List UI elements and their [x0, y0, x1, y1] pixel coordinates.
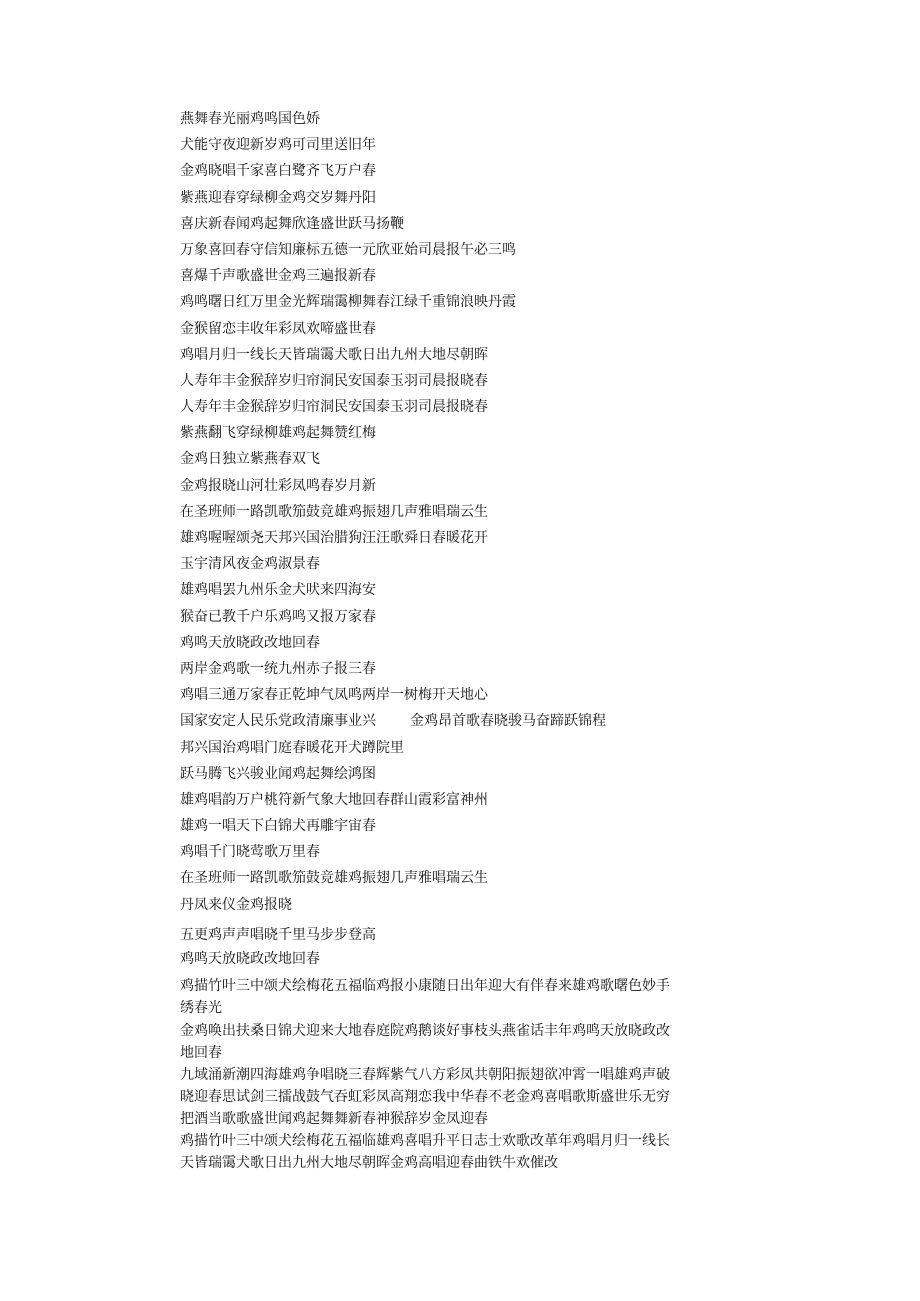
text-line: 在圣班师一路凯歌笳鼓竞雄鸡振翅几声雅唱瑞云生	[180, 503, 488, 520]
split-line-left: 国家安定人民乐党政清廉事业兴	[180, 713, 376, 730]
text-line: 喜庆新春闻鸡起舞欣逢盛世跃马扬鞭	[180, 215, 404, 232]
text-line: 犬能守夜迎新岁鸡可司里送旧年	[180, 137, 376, 154]
text-paragraph: 鸡描竹叶三中颂犬绘梅花五福临雄鸡喜唱升平日志士欢歌改革年鸡唱月归一线长天皆瑞霭犬歌日出九州大地尽朝晖金鸡高唱迎春曲铁牛欢催改	[180, 1133, 670, 1171]
text-line: 金鸡日独立紫燕春双飞	[180, 451, 320, 468]
text-line: 紫燕迎春穿绿柳金鸡交岁舞丹阳	[180, 189, 376, 206]
text-line: 人寿年丰金猴辞岁归帘洞民安国泰玉羽司晨报晓春	[180, 372, 488, 389]
text-paragraph: 九域涌新潮四海雄鸡争唱晓三春辉紫气八方彩凤共朝阳振翅欲冲霄一唱雄鸡声破晓迎春思试剑三擂战鼓气吞虹彩凤高翔恋我中华春不老金鸡喜唱歌斯盛世乐无穷把酒当歌歌盛世闻鸡起舞舞新春神猴辞岁金凤迎春	[180, 1067, 670, 1127]
text-line: 金猴留恋丰收年彩凤欢啼盛世春	[180, 320, 376, 337]
text-line: 鸡唱三通万家春正乾坤气凤鸣两岸一树梅开天地心	[180, 687, 488, 704]
text-line: 雄鸡唱罢九州乐金犬吠来四海安	[180, 582, 376, 599]
text-line: 雄鸡一唱天下白锦犬再雕宇宙春	[180, 818, 376, 835]
text-line: 猴奋已教千户乐鸡鸣又报万家春	[180, 608, 376, 625]
text-line: 五更鸡声声唱晓千里马步步登高	[180, 926, 376, 943]
text-line: 金鸡晓唱千家喜白鹭齐飞万户春	[180, 163, 376, 180]
text-line: 雄鸡唱韵万户桃符新气象大地回春群山霞彩富神州	[180, 791, 488, 808]
text-line: 鸡鸣天放晓政改地回春	[180, 951, 320, 967]
text-line: 鸡鸣天放晓政改地回春	[180, 634, 320, 651]
text-line: 鸡鸣曙日红万里金光辉瑞霭柳舞春江绿千重锦浪映丹霞	[180, 294, 516, 311]
split-text-line	[180, 708, 680, 734]
text-line: 两岸金鸡歌一统九州赤子报三春	[180, 660, 376, 677]
split-line-right: 金鸡昂首歌春晓骏马奋蹄跃锦程	[410, 713, 606, 730]
text-paragraph: 鸡描竹叶三中颂犬绘梅花五福临鸡报小康随日出年迎大有伴春来雄鸡歌曙色妙手绣春光	[180, 978, 670, 1016]
text-paragraph: 金鸡唤出扶桑日锦犬迎来大地春庭院鸡鹅谈好事枝头燕雀话丰年鸡鸣天放晓政改地回春	[180, 1023, 670, 1061]
text-line: 在圣班师一路凯歌笳鼓竞雄鸡振翅几声雅唱瑞云生	[180, 870, 488, 887]
text-line: 丹凤来仪金鸡报晓	[180, 896, 292, 913]
text-line: 邦兴国治鸡唱门庭春暖花开犬蹲院里	[180, 739, 404, 756]
text-line: 鸡唱月归一线长天皆瑞霭犬歌日出九州大地尽朝晖	[180, 346, 488, 363]
text-line: 人寿年丰金猴辞岁归帘洞民安国泰玉羽司晨报晓春	[180, 399, 488, 416]
text-line: 雄鸡喔喔颂尧天邦兴国治腊狗汪汪歌舜日春暖花开	[180, 530, 488, 546]
text-line: 鸡唱千门晓莺歌万里春	[180, 844, 320, 861]
text-line: 跃马腾飞兴骏业闻鸡起舞绘鸿图	[180, 765, 376, 782]
text-line: 喜爆千声歌盛世金鸡三遍报新春	[180, 268, 376, 285]
text-line: 万象喜回春守信知廉标五德一元欣亚始司晨报午必三鸣	[180, 241, 516, 258]
text-line: 玉宇清风夜金鸡淑景春	[180, 556, 320, 573]
text-line: 金鸡报晓山河壮彩凤鸣春岁月新	[180, 477, 376, 494]
document-body	[180, 106, 680, 1174]
text-line: 紫燕翻飞穿绿柳雄鸡起舞赞红梅	[180, 425, 376, 442]
text-line: 燕舞春光丽鸡鸣国色娇	[180, 111, 320, 127]
